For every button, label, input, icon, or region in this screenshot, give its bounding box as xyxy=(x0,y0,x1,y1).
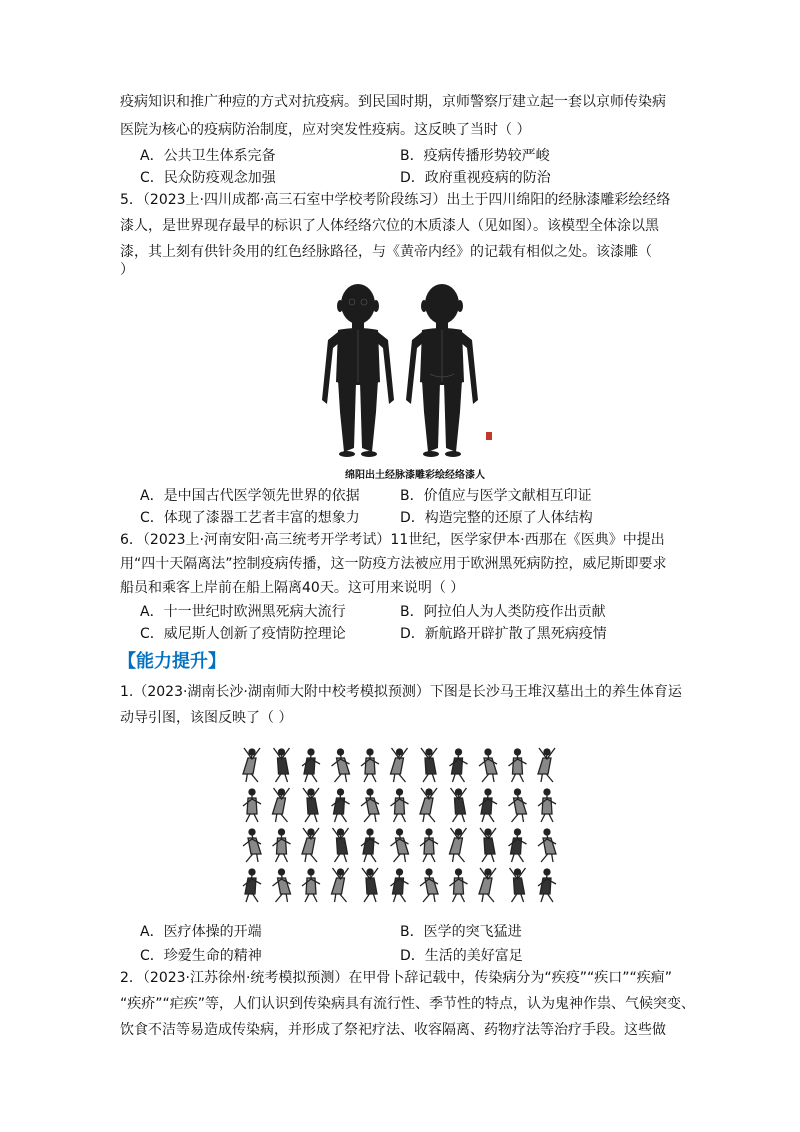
exercise-figure xyxy=(421,748,437,782)
exercise-figure xyxy=(243,789,261,822)
exercise-figure xyxy=(361,749,379,782)
exercise-figure xyxy=(450,828,467,862)
exercise-figure xyxy=(243,869,261,902)
q5-text-line-2: 漆人，是世界现存最早的标识了人体经络穴位的木质漆人（见如图）。该模型全体涂以黑 xyxy=(120,218,659,234)
q4-text-line-1: 疫病知识和推广种痘的方式对抗疫病。到民国时期，京师警察厅建立起一套以京师传染病 xyxy=(120,94,666,110)
exercise-figure xyxy=(420,829,438,862)
q5-text-line-3: 漆，其上刻有供针灸用的红色经脉路径，与《黄帝内经》的记载有相似之处。该漆雕（ xyxy=(120,244,652,260)
exercise-figure xyxy=(479,868,496,902)
exercise-figure xyxy=(243,829,261,862)
exercise-figure xyxy=(391,748,408,782)
exercise-figure xyxy=(332,789,350,822)
exercise-figure xyxy=(450,869,468,902)
q6-option-c[interactable]: C．威尼斯人创新了疫情防控理论 xyxy=(140,626,346,642)
q5-option-b[interactable]: B．价值应与医学文献相互印证 xyxy=(400,488,592,504)
exercise-figure xyxy=(509,829,527,862)
exercise-figure xyxy=(480,828,496,862)
s2-text-line-2: “疾疥”“疟疾”等，人们认识到传染病具有流行性、季节性的特点，认为鬼神作祟、气候突变、 xyxy=(120,996,696,1012)
exercise-figure xyxy=(302,869,320,902)
exercise-figure xyxy=(332,749,350,782)
q5-option-a[interactable]: A．是中国古代医学领先世界的依据 xyxy=(140,488,360,504)
q5-text-line-1: 5．（2023上·四川成都·高三石室中学校考阶段练习）出土于四川绵阳的经脉漆雕彩绘经络 xyxy=(120,192,671,208)
exercise-figure xyxy=(273,829,291,862)
exercise-figure xyxy=(302,828,319,862)
exercise-figure xyxy=(361,829,379,862)
exercise-figure xyxy=(479,789,497,822)
exercise-figure xyxy=(538,789,556,822)
exercise-figure xyxy=(420,788,437,822)
q4-option-c[interactable]: C．民众防疫观念加强 xyxy=(140,170,276,186)
exercise-figure xyxy=(451,788,467,822)
exercise-figure xyxy=(479,749,497,782)
q6-text-line-2: 用“四十天隔离法”控制疫病传播，这一防疫方法被应用于欧洲黑死病防控，威尼斯即要求 xyxy=(120,556,667,572)
s1-text-line-2: 动导引图，该图反映了（ ） xyxy=(120,710,293,726)
exercise-figure xyxy=(274,748,290,782)
q4-option-d[interactable]: D．政府重视疫病的防治 xyxy=(400,170,551,186)
exercise-figure xyxy=(332,868,349,902)
exercise-figure xyxy=(391,829,409,862)
exercise-figure xyxy=(302,749,320,782)
exercise-figure xyxy=(273,869,291,902)
daoyin-exercise-chart-image xyxy=(238,742,564,908)
s1-option-d[interactable]: D．生活的美好富足 xyxy=(400,948,523,964)
exercise-figure xyxy=(450,749,468,782)
q6-option-b[interactable]: B．阿拉伯人为人类防疫作出贡献 xyxy=(400,604,606,620)
exercise-figure xyxy=(510,868,526,902)
exercise-figure xyxy=(538,869,556,902)
q4-text-line-2: 医院为核心的疫病防治制度，应对突发性疫病。这反映了当时（ ） xyxy=(120,122,531,138)
exercise-figure xyxy=(333,828,349,862)
exercise-figure xyxy=(273,788,290,822)
q6-text-line-3: 船员和乘客上岸前在船上隔离40天。这可用来说明（ ） xyxy=(120,580,465,596)
q4-option-a[interactable]: A．公共卫生体系完备 xyxy=(140,148,276,164)
exercise-figure xyxy=(362,868,378,902)
exercise-figure xyxy=(391,869,409,902)
q5-text-line-4: ） xyxy=(120,262,134,278)
q5-option-d[interactable]: D．构造完整的还原了人体结构 xyxy=(400,510,593,526)
exercise-figure xyxy=(538,748,555,782)
lacquer-figure-image xyxy=(300,282,500,462)
section-heading: 【能力提升】 xyxy=(118,651,226,672)
s2-text-line-3: 饮食不洁等易造成传染病，并形成了祭祀疗法、收容隔离、药物疗法等治疗手段。这些做 xyxy=(120,1022,666,1038)
exercise-figure xyxy=(538,829,556,862)
exercise-figure xyxy=(361,789,379,822)
s1-option-c[interactable]: C．珍爱生命的精神 xyxy=(140,948,262,964)
q6-option-d[interactable]: D．新航路开辟扩散了黑死病疫情 xyxy=(400,626,607,642)
s1-option-a[interactable]: A．医疗体操的开端 xyxy=(140,924,262,940)
q6-option-a[interactable]: A．十一世纪时欧洲黑死病大流行 xyxy=(140,604,346,620)
s1-text-line-1: 1.（2023·湖南长沙·湖南师大附中校考模拟预测）下图是长沙马王堆汉墓出土的养生体育运 xyxy=(120,684,682,700)
exercise-figure xyxy=(509,789,527,822)
exercise-figure xyxy=(420,869,438,902)
s1-option-b[interactable]: B．医学的突飞猛进 xyxy=(400,924,522,940)
exercise-figure xyxy=(303,788,319,822)
q6-text-line-1: 6．（2023上·河南安阳·高三统考开学考试）11世纪，医学家伊本·西那在《医典》中提出 xyxy=(120,532,665,548)
red-seal-mark xyxy=(486,432,492,440)
q5-option-c[interactable]: C．体现了漆器工艺者丰富的想象力 xyxy=(140,510,360,526)
exercise-figure xyxy=(243,748,260,782)
q5-figure-caption: 绵阳出土经脉漆雕彩绘经络漆人 xyxy=(345,470,485,481)
q4-option-b[interactable]: B．疫病传播形势较严峻 xyxy=(400,148,550,164)
s2-text-line-1: 2．（2023·江苏徐州·统考模拟预测）在甲骨卜辞记载中，传染病分为“疾疫”“疾口”“疾痐” xyxy=(120,970,672,986)
exercise-figure xyxy=(391,789,409,822)
exercise-figure xyxy=(509,749,527,782)
